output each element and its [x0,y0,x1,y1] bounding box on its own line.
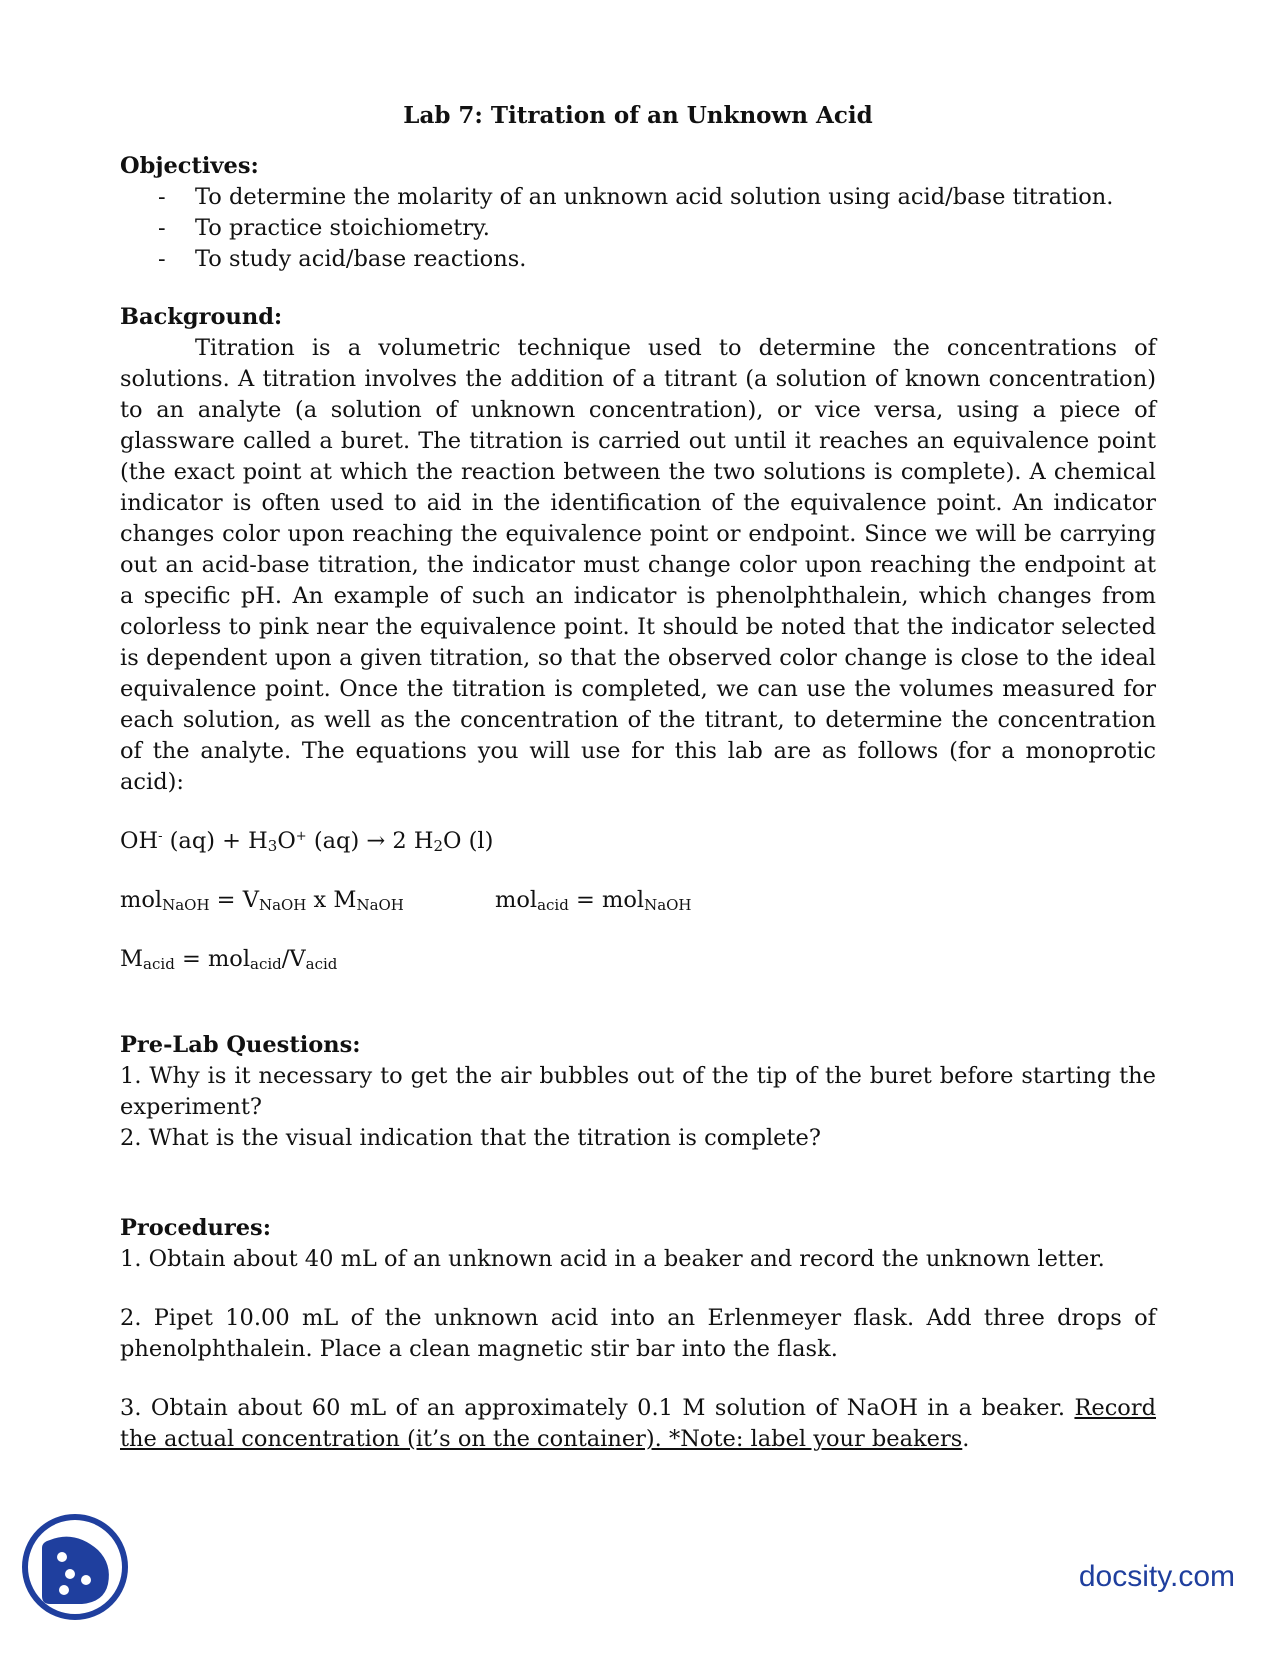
procedure-step-1: 1. Obtain about 40 mL of an unknown acid in a beaker and record the unknown letter. [120,1246,1105,1272]
list-item: - To determine the molarity of an unknown acid solution using acid/base titration. [158,184,1114,210]
reaction-equation: OH- $(aq) + H_3O^+$ (aq) → 2 $H_2O$ (l) [120,828,494,855]
brand-link[interactable]: docsity.com [1078,1560,1235,1593]
prelab-heading: Pre-Lab Questions: [120,1032,361,1058]
procedure-step-2: 2. Pipet 10.00 mL of the unknown acid into an Erlenmeyer flask. Add three drops of phenolphthalein. Place a clean magnetic stir bar into the flask. [120,1305,1156,1362]
molarity-equation: $M_{acid} = mol_{acid}/V_{acid}$ [120,946,338,973]
objectives-list [120,182,1156,275]
procedure-step-3: 3. Obtain about 60 mL of an approximately 0.1 M solution of NaOH in a beaker. Record the actual concentration (it’s on the container). *Note: label your beakers. [120,1395,1156,1452]
prelab-question-2: 2. What is the visual indication that the titration is complete? [120,1125,821,1151]
mol-naoh-equation: $mol_{NaOH} = V_{NaOH}$ x $M_{NaOH}$ [120,887,404,914]
background-paragraph: Titration is a volumetric technique used to determine the concentrations of solutions. A titration involves the addition of a titrant (a solution of known concentration) to an analyte (a solution of unknown concentration), or vice versa, using a piece of glassware called a buret. The titration is carried out until it reaches an equivalence point (the exact point at which the reaction between the two solutions is complete). A chemical indicator is often used to aid in the identification of the equivalence point. An indicator changes color upon reaching the equivalence point or endpoint. Since we will be carrying out an acid-base titration, the indicator must change color upon reaching the endpoint at a specific pH. An example of such an indicator is phenolphthalein, which changes from colorless to pink near the equivalence point. It should be noted that the indicator selected is dependent upon a given titration, so that the observed color change is close to the ideal equivalence point. Once the titration is completed, we can use the volumes measured for each solution, as well as the concentration of the titrant, to determine the concentration of the analyte. The equations you will use for this lab are as follows (for a monoprotic acid): [120,335,1156,795]
underlined-note: Record the actual concentration (it’s on the container). *Note: label your beakers [120,1395,1156,1452]
list-item: - To practice stoichiometry. [158,215,490,241]
document-page [120,100,1156,1455]
list-item: - To study acid/base reactions. [158,246,527,272]
background-heading: Background: [120,304,283,330]
docsity-logo-icon [20,1512,130,1622]
prelab-question-1: 1. Why is it necessary to get the air bubbles out of the tip of the buret before starting the experiment? [120,1063,1156,1120]
objectives-heading: Objectives: [120,153,259,179]
procedures-heading: Procedures: [120,1215,272,1241]
page-title: Lab 7: Titration of an Unknown Acid [403,102,873,129]
mole-equations [120,885,1156,916]
mol-acid-equation: mol$_{acid}$ = mol$_{NaOH}$ [495,887,692,914]
arrow-icon: → [366,828,386,854]
